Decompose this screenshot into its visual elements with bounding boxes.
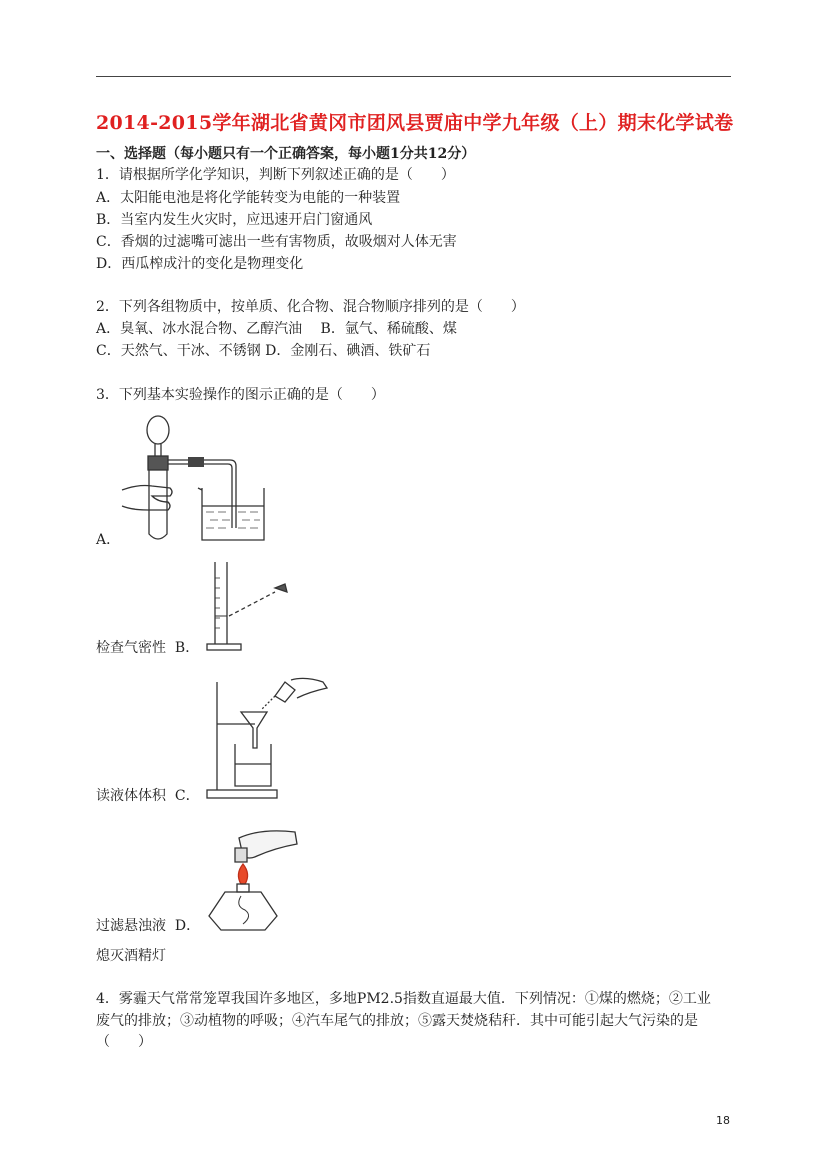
q2-options-ab: A．臭氧、冰水混合物、乙醇汽油 B．氩气、稀硫酸、煤 [96,321,457,337]
graduated-cylinder-figure [205,558,300,654]
q3-option-c-letter: C． [174,788,200,804]
header-rule [96,76,731,77]
q1-stem: 1．请根据所学化学知识，判断下列叙述正确的是（ ） [96,167,455,183]
q1-option-d: D．西瓜榨成汁的变化是物理变化 [96,256,304,272]
q3-option-c-caption: 过滤悬浊液 D． [96,918,201,934]
q2-options-cd: C．天然气、干冰、不锈钢 D．金刚石、碘酒、铁矿石 [96,343,431,359]
filtration-figure [205,668,330,802]
q4-line-1: 4．雾霾天气常常笼罩我国许多地区，多地PM2.5指数直逼最大值．下列情况：①煤的燃烧；②工业 [96,991,711,1007]
q1-option-b: B．当室内发生火灾时，应迅速开启门窗通风 [96,212,373,228]
q3-option-d-letter: D． [174,918,201,934]
alcohol-lamp-figure [205,826,305,936]
q1-option-a: A．太阳能电池是将化学能转变为电能的一种装置 [96,190,401,206]
q3-option-b-letter: B． [174,640,200,656]
q4-line-2: 废气的排放；③动植物的呼吸；④汽车尾气的排放；⑤露天焚烧秸秆．其中可能引起大气污染的是 [96,1013,698,1029]
q2-stem: 2．下列各组物质中，按单质、化合物、混合物顺序排列的是（ ） [96,299,525,315]
q1-option-c: C．香烟的过滤嘴可滤出一些有害物质，故吸烟对人体无害 [96,234,457,250]
q3-stem: 3．下列基本实验操作的图示正确的是（ ） [96,387,385,403]
q3-option-a-letter: A． [96,532,121,548]
q3-option-a-caption: 检查气密性 B． [96,640,200,656]
airtightness-check-figure [118,410,273,546]
exam-title: 2014-2015学年湖北省黄冈市团风县贾庙中学九年级（上）期末化学试卷 [96,112,734,134]
q3-option-d-caption: 熄灭酒精灯 [96,948,166,964]
section-heading: 一、选择题（每小题只有一个正确答案，每小题1分共12分） [96,146,476,162]
q3-option-b-caption: 读液体体积 C． [96,788,200,804]
q4-line-3: （ ） [96,1034,152,1050]
page-number: 18 [716,1114,730,1127]
